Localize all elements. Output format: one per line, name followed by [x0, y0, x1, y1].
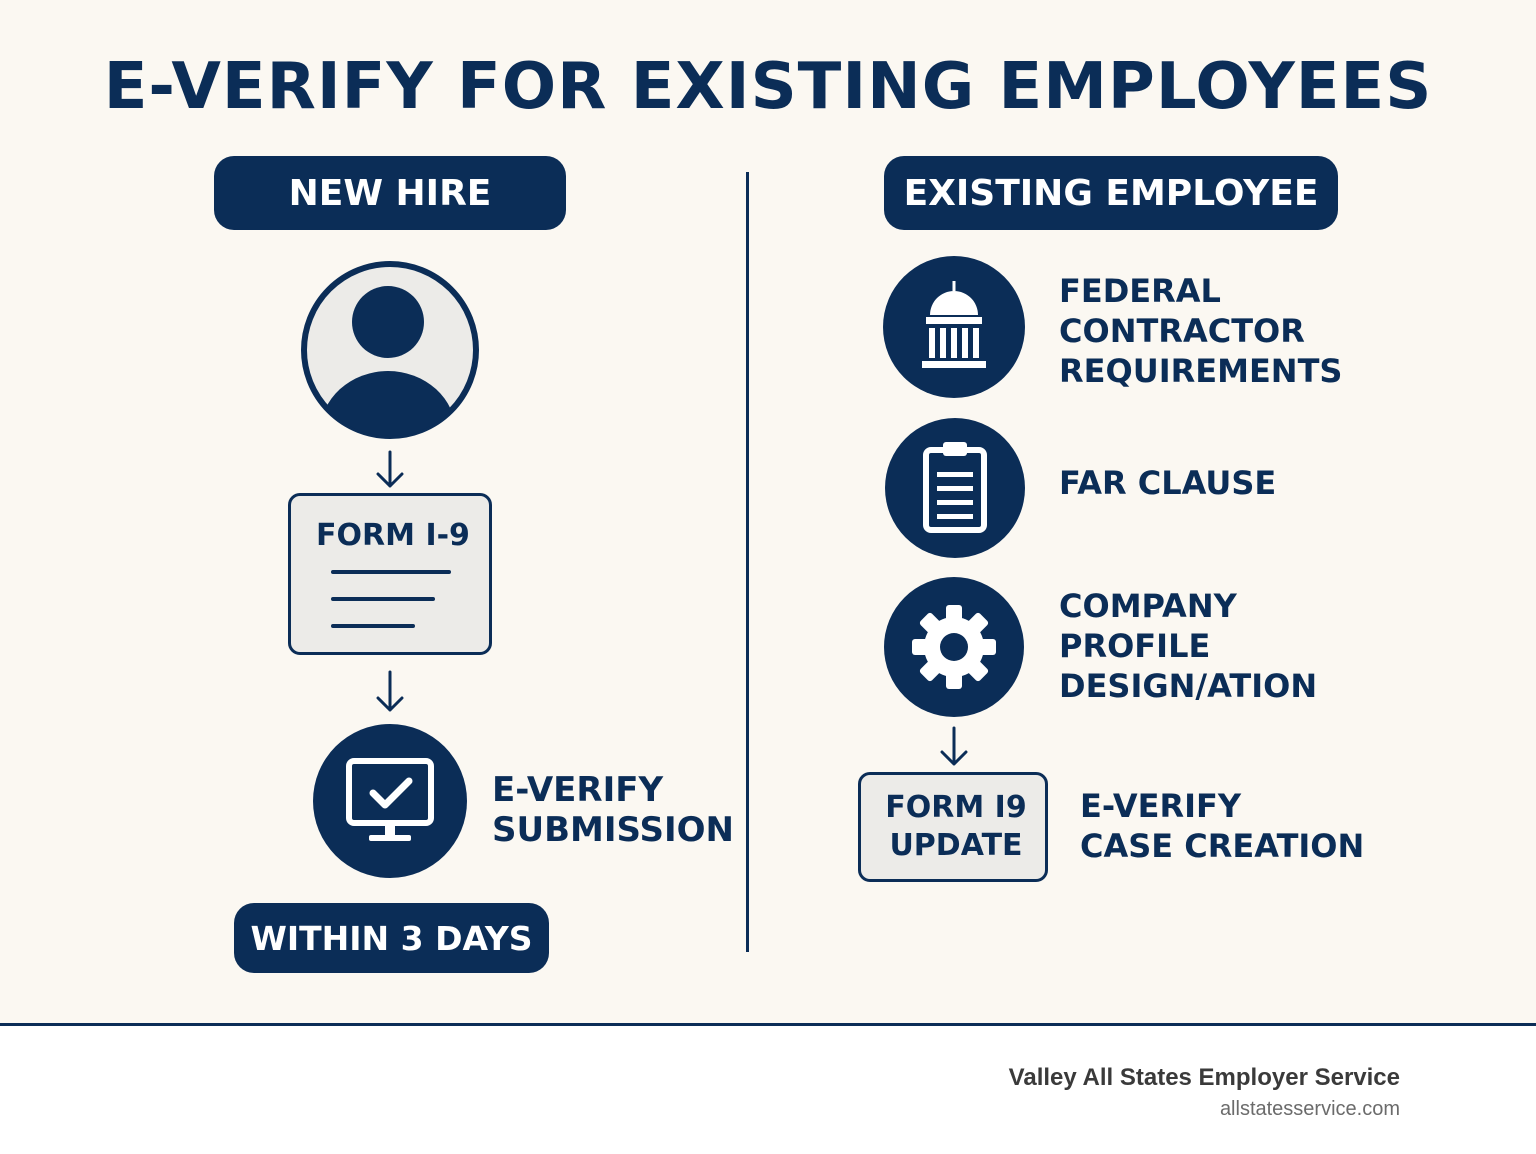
monitor-check-icon — [313, 724, 467, 878]
everify-case-creation-label: E-VERIFY CASE CREATION — [1080, 787, 1365, 865]
arrow-down-icon — [372, 450, 408, 490]
far-clause-label: FAR CLAUSE — [1059, 464, 1277, 502]
page-title: E-VERIFY FOR EXISTING EMPLOYEES — [103, 50, 1433, 124]
arrow-down-icon — [372, 670, 408, 714]
gear-icon — [884, 577, 1024, 717]
person-icon — [298, 258, 482, 442]
within-3-days-badge: WITHIN 3 DAYS — [234, 903, 549, 973]
form-line — [331, 624, 415, 628]
company-profile-label: COMPANY PROFILE DESIGN/ATION — [1059, 587, 1318, 705]
form-i9-update-card — [858, 772, 1048, 882]
new-hire-header: NEW HIRE — [214, 156, 566, 230]
clipboard-icon — [885, 418, 1025, 558]
form-i9-update-label: FORM I9 UPDATE — [885, 790, 1027, 863]
form-line — [331, 597, 435, 601]
capitol-building-icon — [883, 256, 1025, 398]
federal-contractor-label: FEDERAL CONTRACTOR REQUIREMENTS — [1059, 272, 1343, 390]
everify-submission-label: E-VERIFY SUBMISSION — [492, 770, 734, 850]
arrow-down-icon — [936, 726, 972, 768]
form-i9-label: FORM I-9 — [316, 518, 470, 553]
existing-employee-header: EXISTING EMPLOYEE — [884, 156, 1338, 230]
footer-brand: Valley All States Employer Service — [1008, 1064, 1400, 1091]
form-i9-card — [288, 493, 492, 655]
footer-website: allstatesservice.com — [1219, 1098, 1400, 1120]
column-divider — [746, 172, 749, 952]
form-line — [331, 570, 451, 574]
